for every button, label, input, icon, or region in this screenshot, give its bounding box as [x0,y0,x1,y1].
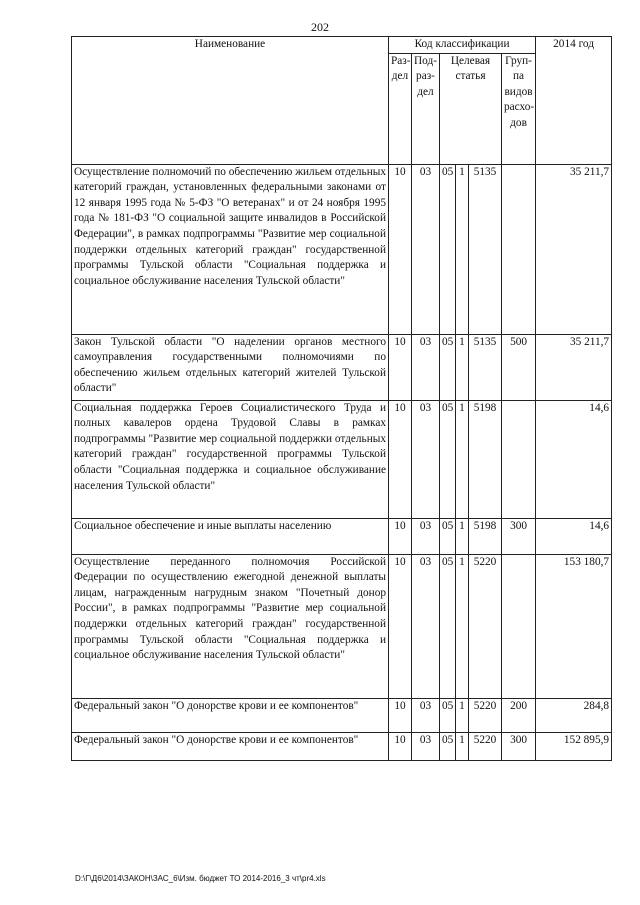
row-name: Осуществление переданного полномочия Российской Федерации по осуществлению ежегодной денежной выплаты лицам, награжденным нагрудным знаком "Почетный донор России", в рамках подпрограммы "Развитие мер социальной поддержки отдельных категорий граждан" государственной программы Тульской области "Социальная поддержка и социальное обслуживание населения Тульской области" [72,554,389,698]
row-target-code: 5198 [469,400,502,518]
row-expense-group: 300 [502,732,536,760]
row-name: Федеральный закон "О донорстве крови и ее компонентов" [72,698,389,732]
row-razdel: 10 [389,518,412,554]
row-target-program: 05 [440,334,456,400]
row-amount: 35 211,7 [536,334,612,400]
row-name: Осуществление полномочий по обеспечению жильем отдельных категорий граждан, установленных федеральными законами от 12 января 1995 года № 5-ФЗ "О ветеранах" и от 24 ноября 1995 года № 181-ФЗ "О социальной защите инвалидов в Российской Федерации", в рамках подпрограммы "Развитие мер социальной поддержки отдельных категорий граждан" государственной программы Тульской области "Социальная поддержка и социальное обслуживание населения Тульской области" [72,164,389,334]
row-target-subprogram: 1 [456,400,469,518]
row-razdel: 10 [389,698,412,732]
row-podrazdel: 03 [412,400,440,518]
row-amount: 153 180,7 [536,554,612,698]
table-header-row [72,37,612,54]
row-name: Социальное обеспечение и иные выплаты населению [72,518,389,554]
row-amount: 35 211,7 [536,164,612,334]
row-target-program: 05 [440,698,456,732]
row-podrazdel: 03 [412,554,440,698]
table-row [72,732,612,760]
header-code: Код классификации [389,37,536,54]
row-target-program: 05 [440,400,456,518]
row-target-program: 05 [440,164,456,334]
row-expense-group [502,164,536,334]
row-razdel: 10 [389,554,412,698]
header-year: 2014 год [536,37,612,165]
header-target: Целевая статья [440,53,502,164]
row-target-code: 5220 [469,698,502,732]
row-target-subprogram: 1 [456,698,469,732]
row-expense-group [502,400,536,518]
page-number: 202 [311,20,329,34]
table-row [72,400,612,518]
row-target-subprogram: 1 [456,554,469,698]
table-row [72,164,612,334]
row-target-program: 05 [440,554,456,698]
row-name: Закон Тульской области "О наделении органов местного самоуправления государственными полномочиями по обеспечению жильем отдельных категорий жителей Тульской области" [72,334,389,400]
budget-table [71,36,612,761]
row-target-code: 5135 [469,334,502,400]
table-row [72,554,612,698]
row-razdel: 10 [389,334,412,400]
row-target-code: 5198 [469,518,502,554]
table-row [72,518,612,554]
row-expense-group [502,554,536,698]
table-row [72,334,612,400]
row-amount: 14,6 [536,400,612,518]
row-amount: 14,6 [536,518,612,554]
row-target-subprogram: 1 [456,334,469,400]
row-amount: 284,8 [536,698,612,732]
header-razdel: Раз-дел [389,53,412,164]
row-target-subprogram: 1 [456,518,469,554]
row-podrazdel: 03 [412,698,440,732]
row-target-subprogram: 1 [456,732,469,760]
table-row [72,698,612,732]
table-body [72,164,612,760]
row-podrazdel: 03 [412,518,440,554]
row-target-code: 5220 [469,732,502,760]
header-podrazdel: Под-раз-дел [412,53,440,164]
row-podrazdel: 03 [412,732,440,760]
row-name: Социальная поддержка Героев Социалистического Труда и полных кавалеров ордена Трудовой Славы в рамках подпрограммы "Развитие мер социальной поддержки отдельных категорий граждан" государственной программы Тульской области "Социальная поддержка и социальное обслуживание населения Тульской области" [72,400,389,518]
row-razdel: 10 [389,732,412,760]
row-expense-group: 500 [502,334,536,400]
row-razdel: 10 [389,400,412,518]
row-amount: 152 895,9 [536,732,612,760]
row-expense-group: 200 [502,698,536,732]
row-podrazdel: 03 [412,334,440,400]
row-target-subprogram: 1 [456,164,469,334]
row-podrazdel: 03 [412,164,440,334]
row-target-program: 05 [440,732,456,760]
row-expense-group: 300 [502,518,536,554]
row-name: Федеральный закон "О донорстве крови и ее компонентов" [72,732,389,760]
file-path-footer: D:\Г\Д6\2014\ЗАКОН\ЗАС_6\Изм. бюджет ТО 2014-2016_3 чт\pr4.xls [75,874,326,883]
row-target-code: 5220 [469,554,502,698]
row-target-code: 5135 [469,164,502,334]
header-name: Наименование [72,37,389,165]
header-group: Груп-па видов расхо-дов [502,53,536,164]
row-target-program: 05 [440,518,456,554]
row-razdel: 10 [389,164,412,334]
